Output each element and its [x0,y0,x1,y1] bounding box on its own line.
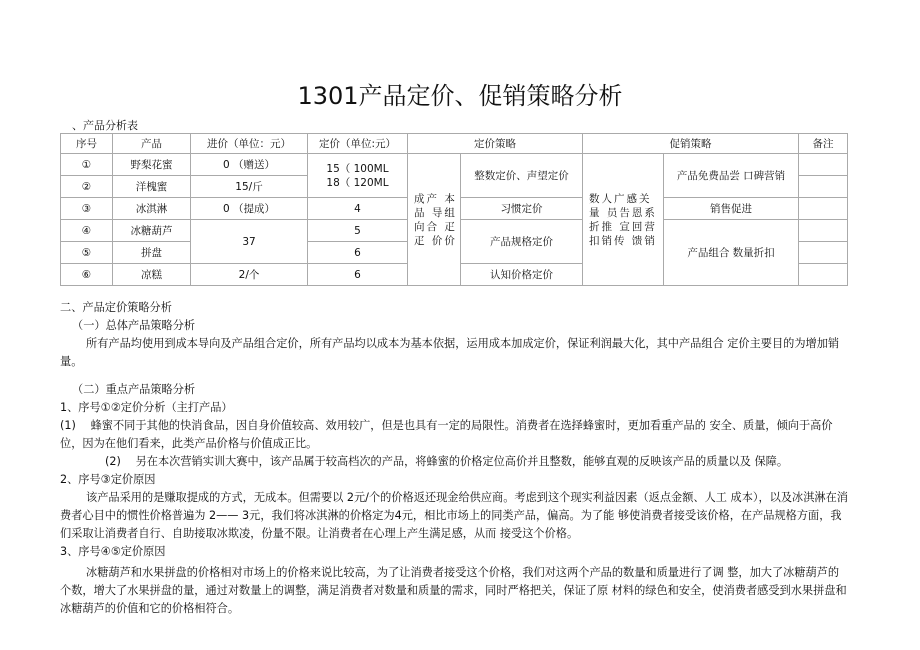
header-cost: 进价（单位：元） [191,134,308,154]
table-header-row [61,134,848,154]
row-product: 洋槐蜜 [113,176,191,198]
page-title: 1301产品定价、促销策略分析 [297,82,623,110]
row-notes [799,264,848,286]
paragraph: 该产品采用的是赚取提成的方式，无成本。但需要以 2元/个的价格返还现金给供应商。考虑到这个现实利益因素（返点金额、人工 成本），以及冰淇淋在消费者心目中的惯性价格普遍为 2—— 3元，我们将冰淇淋的价格定为4元，相比市场上的同类产品，偏高。为了能 够使消费者接受该价格，在产品规格方面，我们采取让消费者自行、自助接取冰欺凌，份量不限。让消费者在心理上产生满足感，从而 接受这个价格。 [60,491,848,540]
table-caption: 、产品分析表 [72,119,138,132]
row-price: 6 [308,242,408,264]
pricing-sub: 习惯定价 [461,198,583,220]
row-cost: 2/个 [191,264,308,286]
row-notes [799,176,848,198]
price-line: 15（ 100ML [326,162,389,175]
row-product: 冰淇淋 [113,198,191,220]
subsection-heading: （一）总体产品策略分析 [72,319,196,332]
item-heading: 3、序号④⑤定价原因 [60,545,166,558]
row-notes [799,220,848,242]
item-heading: 2、序号③定价原因 [60,473,156,486]
row-cost: 37 [191,220,308,264]
row-cost: 0 （提成） [191,198,308,220]
section-heading: 二、产品定价策略分析 [60,301,172,314]
header-notes: 备注 [799,134,848,154]
promo-sub: 产品组合 数量折扣 [664,220,799,286]
row-no: ③ [61,198,113,220]
header-pricing-strategy: 定价策略 [408,134,583,154]
row-no: ⑤ [61,242,113,264]
paragraph: 冰糖葫芦和水果拼盘的价格相对市场上的价格来说比较高，为了让消费者接受这个价格，我们对这两个产品的数量和质量进行了调 整，加大了冰糖葫芦的个数，增大了水果拼盘的量，通过对数量上的调整，满足消费者对数量和质量的需求，同时严格把关，保证了原 材料的绿色和安全，使消费者感受到水果拼盘和冰糖葫芦的价值和它的价格相符合。 [60,566,847,615]
paragraph: (2) 另在本次营销实训大赛中，该产品属于较高档次的产品，将蜂蜜的价格定位高价并且整数，能够直观的反映该产品的质量以及 保障。 [105,455,789,468]
promo-main: 数人广感关 量 员告恩系 折推 宣回营 扣销传 馈销 [583,154,664,286]
paragraph: 所有产品均使用到成本导向及产品组合定价，所有产品均以成本为基本依据，运用成本加成定价，保证利润最大化，其中产品组合 定价主要目的为增加销量。 [60,337,840,368]
body-text [60,299,850,618]
pricing-sub: 整数定价、声望定价 [461,154,583,198]
promo-sub: 产品免费品尝 口碑营销 [664,154,799,198]
pricing-sub: 认知价格定价 [461,264,583,286]
product-analysis-table [60,133,848,286]
header-product: 产品 [113,134,191,154]
row-product: 凉糕 [113,264,191,286]
row-price: 6 [308,264,408,286]
header-price: 定价（单位:元） [308,134,408,154]
row-no: ④ [61,220,113,242]
row-price: 5 [308,220,408,242]
row-product: 拼盘 [113,242,191,264]
honey-price [308,154,408,198]
promo-sub: 销售促进 [664,198,799,220]
row-no: ② [61,176,113,198]
pricing-sub: 产品规格定价 [461,220,583,264]
paragraph: (1) 蜂蜜不同于其他的快消食品，因自身价值较高、效用较广，但是也具有一定的局限性。消费者在选择蜂蜜时，更加看重产品的 安全、质量，倾向于高价位，因为在他们看来，此类产品价格与价值成正比。 [60,419,833,450]
table-row [61,154,848,176]
row-notes [799,154,848,176]
row-notes [799,198,848,220]
subsection-heading: （二）重点产品策略分析 [72,383,196,396]
row-cost: 0 （赠送） [191,154,308,176]
row-notes [799,242,848,264]
price-line: 18（ 120ML [326,176,389,189]
item-heading: 1、序号①②定价分析（主打产品） [60,401,233,414]
row-no: ⑥ [61,264,113,286]
row-product: 冰糖葫芦 [113,220,191,242]
header-no: 序号 [61,134,113,154]
row-no: ① [61,154,113,176]
header-promo-strategy: 促销策略 [583,134,799,154]
pricing-main: 成产 本 品 导组 向合 疋 疋 价价 [408,154,461,286]
row-price: 4 [308,198,408,220]
row-product: 野梨花蜜 [113,154,191,176]
row-cost: 15/斤 [191,176,308,198]
